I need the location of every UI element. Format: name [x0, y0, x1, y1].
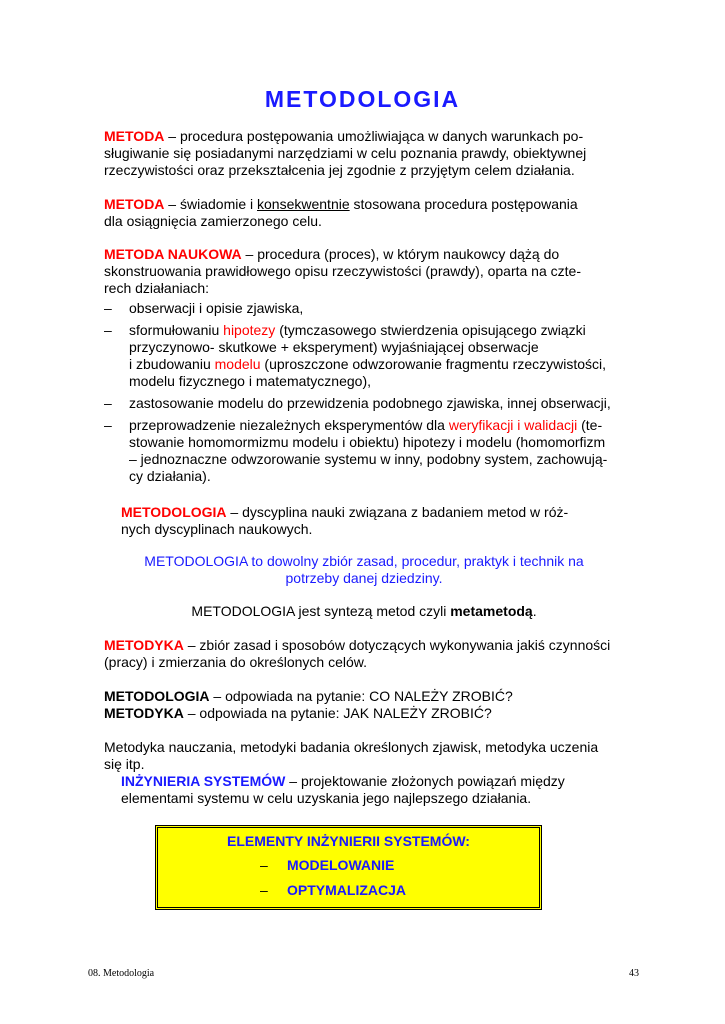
paragraph-metodologia-definition: METODOLOGIA to dowolny zbiór zasad, procedur, praktyk i technik na potrzeby danej dziedziny. — [144, 553, 584, 586]
paragraph-metoda-naukowa: METODA NAUKOWA – procedura (proces), w którym naukowcy dążą do skonstruowania prawidłowego opisu rzeczywistości (prawdy), oparta na czte- rech działaniach: — [104, 246, 581, 296]
paragraph-questions: METODOLOGIA – odpowiada na pytanie: CO NALEŻY ZROBIĆ? METODYKA – odpowiada na pytanie: JAK NALEŻY ZROBIĆ? — [104, 688, 513, 721]
paragraph-metodyka: METODYKA – zbiór zasad i sposobów dotyczących wykonywania jakiś czynności (pracy) i zmierzania do określonych celów. — [104, 637, 611, 670]
footer-chapter: 08. Metodologia — [88, 968, 155, 979]
paragraph-metodologia: METODOLOGIA – dyscyplina nauki związana z badaniem metod w róż- nych dyscyplinach naukowych. — [121, 504, 569, 537]
paragraph-metoda-1: METODA – procedura postępowania umożliwiająca w danych warunkach po- sługiwanie się posiadanymi narzędziami w celu poznania prawdy, obiektywnej rzeczywistości oraz przekształcenia jej zgodnie z przyjętym celem działania. — [104, 128, 587, 178]
term-metoda-naukowa: METODA NAUKOWA — [104, 246, 242, 262]
paragraph-inzynieria: INŻYNIERIA SYSTEMÓW – projektowanie złożonych powiązań między elementami systemu w celu uzyskania jego najlepszego działania. — [121, 773, 565, 806]
term-metodologia: METODOLOGIA — [121, 504, 227, 520]
paragraph-metoda-2: METODA – świadomie i konsekwentnie stosowana procedura postępowania dla osiągnięcia zamierzonego celu. — [104, 196, 578, 229]
footer-page-number: 43 — [629, 968, 639, 979]
document-page: METODOLOGIA METODA – procedura postępowania umożliwiająca w danych warunkach po- sługiwanie się posiadanymi narzędziami w celu poznania prawdy, obiektywnej rzeczywistości oraz przekształcenia jej zgodnie z przyjętym celem działania. METODA – świadomie i konsekwentnie stosowana procedura postępowania dla osiągnięcia zamierzonego celu. METODA NAUKOWA – procedura (proces), w którym naukowcy dążą do skonstruowania prawidłowego opisu rzeczywistości (prawdy), oparta na czte- rech działaniach: – obserwacji i opisie zjawiska, – sformułowaniu hipotezy (tymczasowego stwierdzenia opisującego związki przyczynowo- skutkowe + eksperyment) wyjaśniającej obserwacje i zbudowaniu modelu (uproszczone odwzorowanie fragmentu rzeczywistości, modelu fizycznego i matematycznego), – zastosowanie modelu do przewidzenia podobnego zjawiska, innej obserwacji, – przeprowadzenie niezależnych eksperymentów dla weryfikacji i walidacji (te- stowanie homomormizmu modelu i obiektu) hipotezy i modelu (homomorfizm – jednoznaczne odwzorowanie systemu w inny, podobny system, zachowują- cy działania). METODOLOGIA – dyscyplina nauki związana z badaniem metod w róż- nych dyscyplinach naukowych. METODOLOGIA to dowolny zbiór zasad, procedur, praktyk i technik na potrzeby danej dziedziny. METODOLOGIA jest syntezą metod czyli metametodą. METODYKA – zbiór zasad i sposobów dotyczących wykonywania jakiś czynności (pracy) i zmierzania do określonych celów. METODOLOGIA – odpowiada na pytanie: CO NALEŻY ZROBIĆ? METODYKA – odpowiada na pytanie: JAK NALEŻY ZROBIĆ? Metodyka nauczania, metodyki badania określonych zjawisk, metodyka uczenia się itp. INŻYNIERIA SYSTEMÓW – projektowanie złożonych powiązań między elementami systemu w celu uzyskania jego najlepszego działania. ELEMENTY INŻYNIERII SYSTEMÓW: – MODELOWANIE – OPTYMALIZACJA 08. Metodologia 43 — [0, 0, 725, 1024]
term-inzynieria-systemow: INŻYNIERIA SYSTEMÓW — [121, 773, 286, 789]
term-metodyka: METODYKA — [104, 637, 184, 653]
paragraph-examples: Metodyka nauczania, metodyki badania określonych zjawisk, metodyka uczenia się itp. — [104, 739, 599, 772]
elements-box: ELEMENTY INŻYNIERII SYSTEMÓW: – MODELOWANIE – OPTYMALIZACJA — [155, 825, 542, 910]
paragraph-metametoda: METODOLOGIA jest syntezą metod czyli metametodą. — [191, 603, 537, 619]
term-metoda: METODA — [104, 196, 165, 212]
box-title: ELEMENTY INŻYNIERII SYSTEMÓW: — [227, 833, 470, 849]
page-title: METODOLOGIA — [264, 86, 461, 112]
term-metoda: METODA — [104, 128, 165, 144]
